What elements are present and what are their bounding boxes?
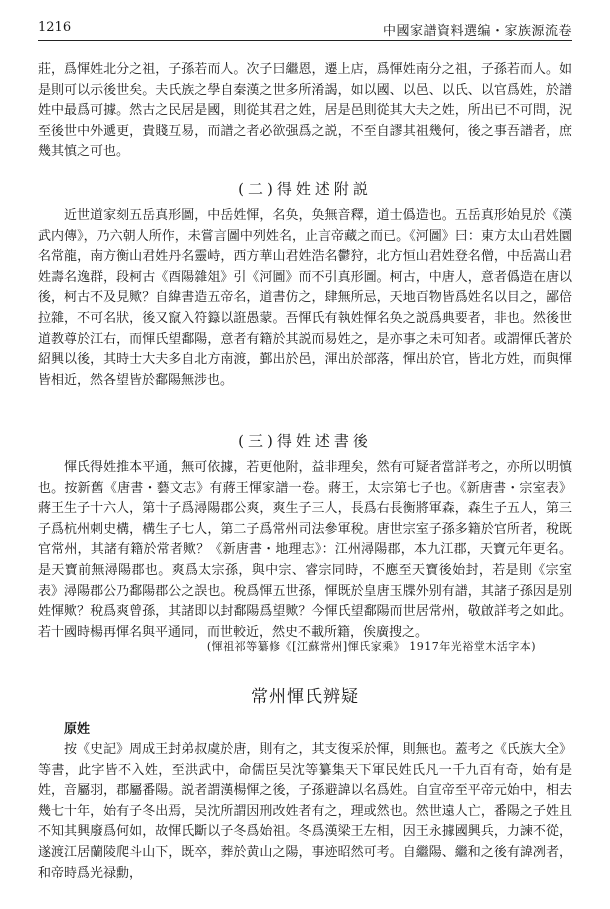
article-title: 常州惲氏辨疑 xyxy=(251,687,359,707)
article-paragraph: 按《史記》周成王封弟叔虞於唐，則有之，其支復采於惲，則無也。蓋考之《氏族大全》等書，此字皆不入姓，至洪武中，命儒臣吴沈等纂集天下軍民姓氏凡一千九百有奇，始有是姓，音屬羽，郡屬番陽。説者謂漢楊惲之後，子孫避諱以名爲姓。自宣帝至平帝元始中，相去幾七十年，始有子冬出焉，吴沈所謂因刑改姓者有之，理或然也。然世遠人亡，番陽之子姓且不知其興廢爲何如，故惲氏斷以子冬爲始祖。冬爲漢梁王左相，因王永據國興兵，力諫不從，遂渡江居蘭陵爬斗山下，既卒，葬於黄山之陽，事迹昭然可考。自繼陽、繼和之後有諱冽者，和帝時爲光禄勳， xyxy=(38,742,572,881)
shu-hou-text xyxy=(38,458,572,643)
header-rule xyxy=(38,40,572,41)
article-text xyxy=(38,740,572,884)
shu-hou-paragraph: 惲氏得姓推本平通，無可依據，若更他附，益非理矣，然有可疑者當詳考之，亦所以明慎也。按新舊《唐書・藝文志》有蔣王惲家譜一卷。蔣王，太宗第七子也。《新唐書・宗室表》蔣王生子十六人，第十子爲潯陽郡公爽，爽生子三人，長爲右長衡將軍森，森生子五人，第三子爲杭州刺史構，構生子七人，第二子爲常州司法參軍稅。唐世宗室子孫多籍於官所者，稅既官常州，其諸有籍於常者歟？《新唐書・地理志》：江州潯陽郡，本九江郡，天寶元年更名。是天寶前無潯陽郡也。爽爲太宗孫，與中宗、睿宗同時，不應至天寶後始封，若是則《宗室表》潯陽郡公乃鄱陽郡公之誤也。稅爲惲五世孫，惲既於皇唐玉牒外别有譜，其諸子孫因是别姓惲歟？稅爲爽曾孫，其諸即以封鄱陽爲望歟？今惲氏望鄱陽而世居常州，敬啟詳考之如此。若十國時楊再惲名與平通同，而世較近，然史不載所籍，俟廣搜之。 xyxy=(38,460,572,640)
fu-shuo-text xyxy=(38,206,572,391)
intro-paragraph: 莊，爲惲姓北分之祖，子孫若而人。次子曰繼恩，遷上店，爲惲姓南分之祖，子孫若而人。如是則可以示後世矣。夫氏族之學自秦漢之世多所淆謁，如以國、以邑、以氏、以官爲姓，於譜姓中最爲可據。然古之民居是國，則從其君之姓，居是邑則從其大夫之姓，所出已不可問，況至後世中外遞更，貴賤互易，而譜之者必欲强爲之説，不至自謬其祖幾何，後之事吾譜者，庶幾其慎之可也。 xyxy=(38,62,572,160)
fu-shuo-paragraph: 近世道家刻五岳真形圖，中岳姓惲，名奂，奂無音釋，道士僞造也。五岳真形始見於《漢武内傳》，乃六朝人所作，未嘗言圖中列姓名，止言帝藏之而已。《河圖》曰：東方太山君姓圜名常龍，南方衡山君姓丹名靈峙，西方華山君姓浩名鬱狩，北方恒山君姓登名僧，中岳嵩山君姓壽名逸群，段柯古《酉陽雜俎》引《河圖》而不引真形圖。柯古，中唐人，意者僞造在唐以後，柯古不及見歟？自緯書造五帝名，道書仿之，肆無所忌，天地百物皆爲姓名以目之，鄙倍拉雜，不可名狀，後又竄入符籙以誑愚蒙。吾惲氏有執姓惲名奂之説爲典要者，非也。然後世道教尊於江右，而惲氏望鄱陽，意者有籍於其説而易姓之，是亦事之未可知者。或謂惲氏著於紹興以後，其時士大夫多自北方南渡，鄞出於邑，渾出於部落，惲出於官，皆北方姓，而與惲皆相近，然各望皆於鄱陽無涉也。 xyxy=(38,208,572,388)
page-number: 1216 xyxy=(38,20,72,35)
source-citation xyxy=(38,638,572,654)
source-citation-text: (惲祖祁等纂修《[江蘇常州]惲氏家乘》 1917年光裕堂木活字本) xyxy=(206,640,536,653)
article-subheading: 原姓 xyxy=(64,722,91,737)
section-heading-fu-shuo: (二)得姓述附説 xyxy=(238,180,372,198)
running-header-title: 中國家譜資料選编・家族源流卷 xyxy=(382,24,572,39)
section-heading-shu-hou: (三)得姓述書後 xyxy=(238,432,372,450)
intro-text xyxy=(38,60,572,163)
